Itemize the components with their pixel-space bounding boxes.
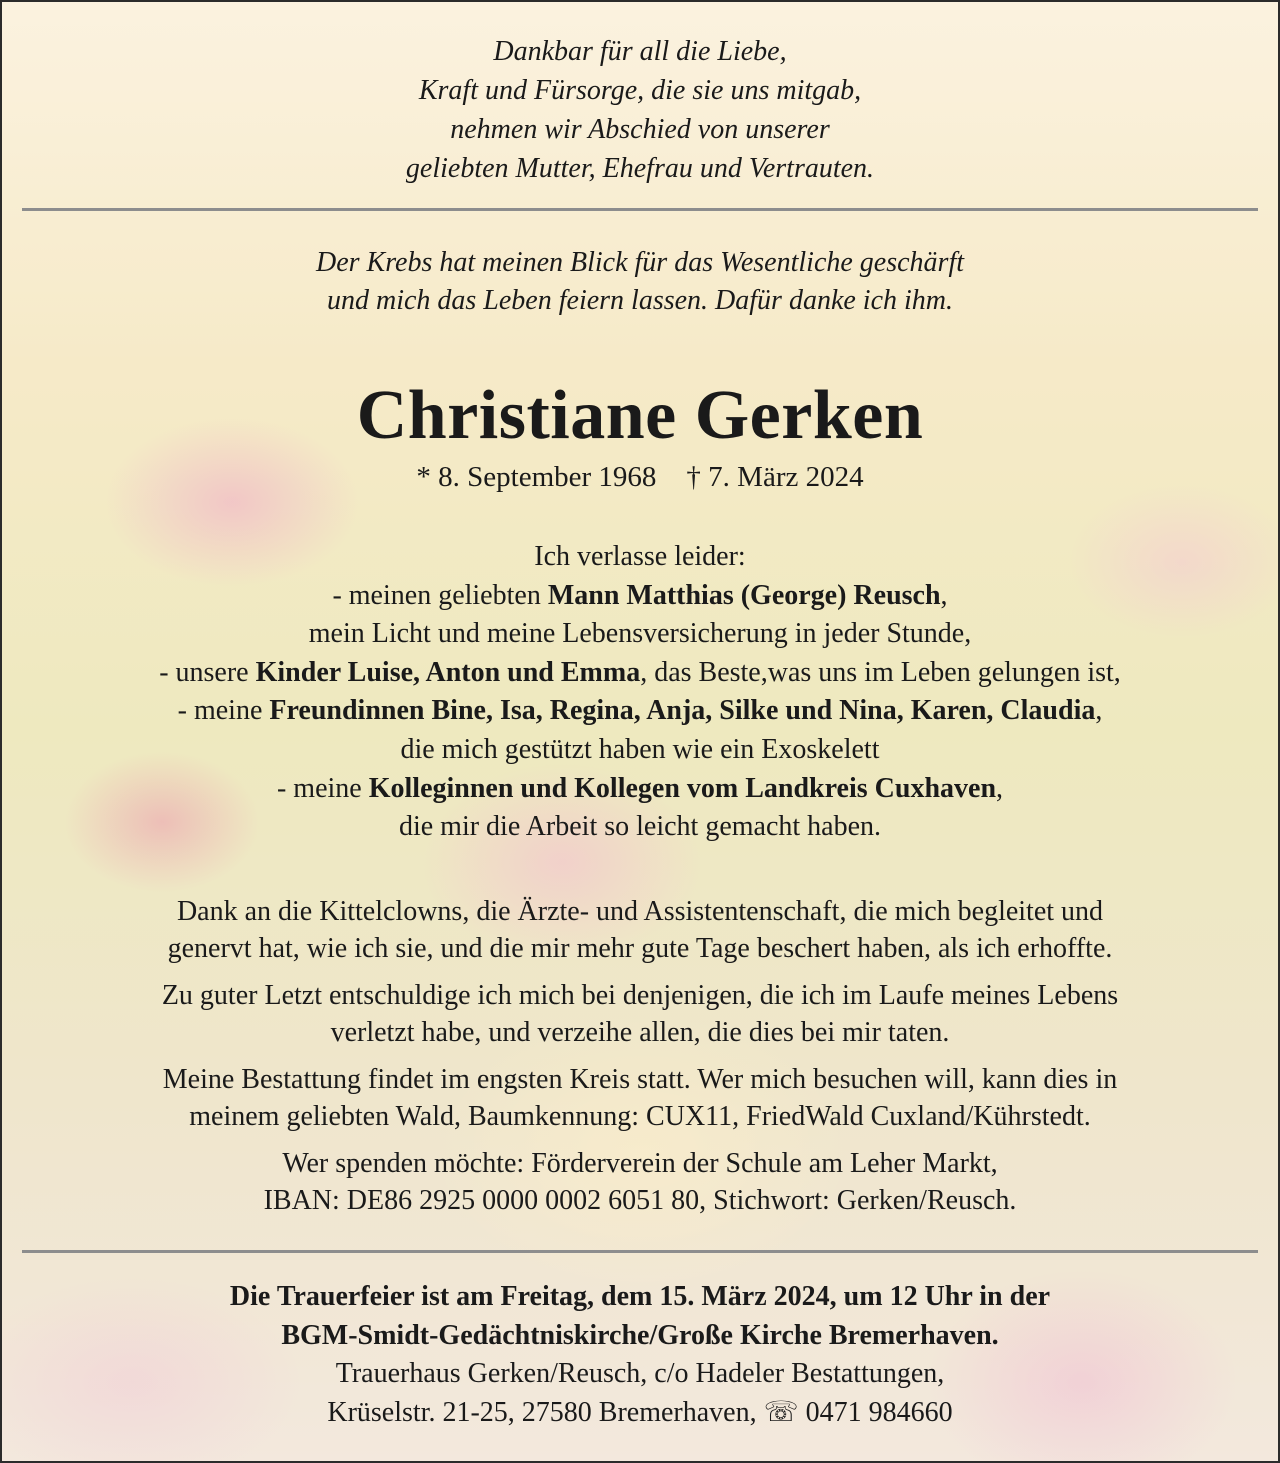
paragraph-line: Meine Bestattung findet im engsten Kreis statt. Wer mich besuchen will, kann dies in — [162, 1064, 1118, 1095]
paragraph-line: Zu guter Letzt entschuldige ich mich bei denjenigen, die ich im Laufe meines Lebens — [161, 980, 1119, 1011]
intro-line: Kraft und Fürsorge, die sie uns mitgab, — [418, 75, 862, 106]
ceremony-info — [2, 1278, 1278, 1432]
intro-line: geliebten Mutter, Ehefrau und Vertrauten. — [405, 153, 875, 184]
deceased-name: Christiane Gerken — [356, 377, 924, 454]
farewell-line-husband — [2, 577, 1278, 616]
divider-top — [22, 208, 1258, 211]
paragraph-line: IBAN: DE86 2925 0000 0002 6051 80, Stichwort: Gerken/Reusch. — [263, 1185, 1017, 1216]
friends-names: Freundinnen Bine, Isa, Regina, Anja, Silke und Nina, Karen, Claudia — [269, 695, 1096, 727]
farewell-text: , — [1095, 695, 1103, 727]
intro-line: nehmen wir Abschied von unserer — [450, 114, 830, 145]
phone-number: 0471 984660 — [805, 1396, 953, 1428]
quote-text — [2, 244, 1278, 320]
colleagues-name: Kolleginnen und Kollegen vom Landkreis Cuxhaven — [368, 772, 997, 804]
intro-line: Dankbar für all die Liebe, — [493, 36, 787, 67]
husband-name: Mann Matthias (George) Reusch — [547, 579, 941, 611]
burial-paragraph — [2, 1061, 1278, 1135]
farewell-text: , — [940, 579, 948, 611]
farewell-text: - meine — [177, 695, 270, 727]
farewell-text: - unsere — [159, 656, 256, 688]
farewell-list — [2, 538, 1278, 847]
death-date: † 7. März 2024 — [686, 461, 864, 493]
farewell-line: die mich gestützt haben wie ein Exoskelett — [400, 733, 880, 765]
paragraph-line: Dank an die Kittelclowns, die Ärzte- und Assistentenschaft, die mich begleitet und — [176, 896, 1104, 927]
apology-paragraph — [2, 977, 1278, 1051]
mourning-house: Trauerhaus Gerken/Reusch, c/o Hadeler Bestattungen, — [335, 1358, 945, 1390]
farewell-line: die mir die Arbeit so leicht gemacht haben. — [398, 811, 882, 843]
paragraph-line: verletzt habe, und verzeihe allen, die dies bei mir taten. — [330, 1017, 950, 1048]
ceremony-line: Die Trauerfeier ist am Freitag, dem 15. März 2024, um 12 Uhr in der — [229, 1281, 1051, 1312]
farewell-line-colleagues — [2, 770, 1278, 809]
paragraph-line: meinem geliebten Wald, Baumkennung: CUX11, FriedWald Cuxland/Kührstedt. — [189, 1101, 1091, 1132]
farewell-line: mein Licht und meine Lebensversicherung in jeder Stunde, — [308, 618, 972, 650]
children-names: Kinder Luise, Anton und Emma — [255, 656, 641, 688]
farewell-text: - meinen geliebten — [332, 579, 548, 611]
address: Krüselstr. 21-25, 27580 Bremerhaven, — [327, 1396, 757, 1428]
life-dates — [2, 458, 1278, 496]
contact-line — [2, 1394, 1278, 1433]
thanks-paragraph — [2, 893, 1278, 967]
quote-line: Der Krebs hat meinen Blick für das Wesentliche geschärft — [315, 247, 965, 278]
farewell-line-friends — [2, 692, 1278, 731]
paragraph-line: genervt hat, wie ich sie, und die mir mehr gute Tage beschert haben, als ich erhoffte. — [167, 933, 1113, 964]
farewell-text: , — [996, 772, 1004, 804]
farewell-text: , das Beste,was uns im Leben gelungen ist, — [640, 656, 1121, 688]
paragraph-line: Wer spenden möchte: Förderverein der Schule am Leher Markt, — [282, 1148, 998, 1179]
birth-date: * 8. September 1968 — [416, 461, 657, 493]
intro-text — [2, 32, 1278, 188]
donation-paragraph — [2, 1145, 1278, 1219]
farewell-line-children — [2, 654, 1278, 693]
farewell-text: - meine — [276, 772, 369, 804]
farewell-heading: Ich verlasse leider: — [534, 541, 746, 572]
quote-line: und mich das Leben feiern lassen. Dafür danke ich ihm. — [326, 285, 954, 316]
divider-bottom — [22, 1250, 1258, 1253]
ceremony-line: BGM-Smidt-Gedächtniskirche/Große Kirche Bremerhaven. — [281, 1319, 999, 1351]
telephone-icon: ☏ — [763, 1396, 799, 1428]
